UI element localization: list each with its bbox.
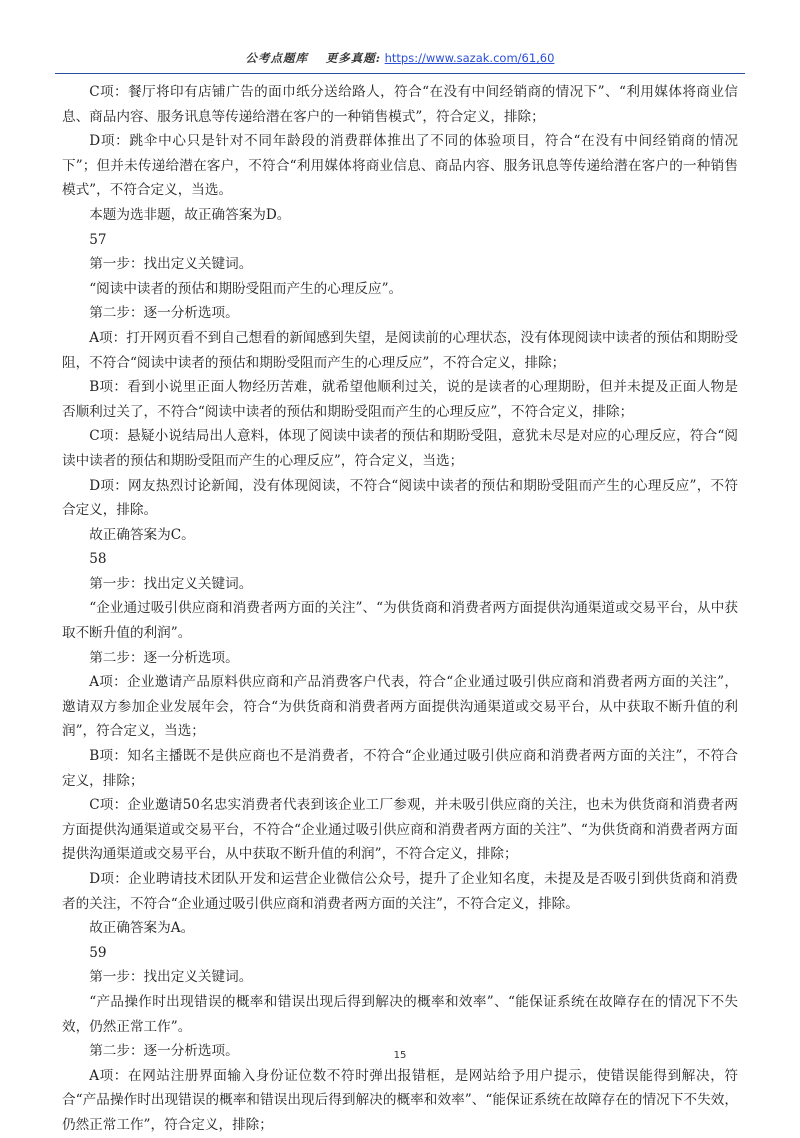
paragraph: C项：餐厅将印有店铺广告的面巾纸分送给路人，符合“在没有中间经销商的情况下”、“利用媒体将商业信息、商品内容、服务讯息等传递给潜在客户的一种销售模式”，符合定义，排除；	[62, 84, 738, 125]
paragraph: 故正确答案为A。	[89, 920, 195, 937]
paragraph: B项：看到小说里正面人物经历苦难，就希望他顺利过关，说的是读者的心理期盼，但并未提及正面人物是否顺利过关了，不符合“阅读中读者的预估和期盼受阻而产生的心理反应”，不符合定义，排除；	[62, 379, 738, 420]
question-number: 57	[89, 231, 107, 248]
header-divider	[55, 73, 745, 74]
paragraph: 第一步：找出定义关键词。	[89, 575, 253, 592]
paragraph: C项：企业邀请50名忠实消费者代表到该企业工厂参观，并未吸引供应商的关注，也未为供货商和消费者两方面提供沟通渠道或交易平台，不符合“企业通过吸引供应商和消费者两方面的关注”、“为供货商和消费者两方面提供沟通渠道或交易平台，从中获取不断升值的利润”，不符合定义，排除；	[62, 797, 738, 863]
paragraph: B项：知名主播既不是供应商也不是消费者，不符合“企业通过吸引供应商和消费者两方面的关注”，不符合定义，排除；	[62, 748, 738, 789]
more-label: 更多真题:	[325, 51, 381, 65]
paragraph: 本题为选非题，故正确答案为D。	[89, 206, 291, 223]
page-number: 15	[393, 1050, 407, 1061]
paragraph: “产品操作时出现错误的概率和错误出现后得到解决的概率和效率”、“能保证系统在故障存在的情况下不失效，仍然正常工作”。	[62, 993, 738, 1035]
paragraph: D项：企业聘请技术团队开发和运营企业微信公众号，提升了企业知名度，未提及是否吸引到供货商和消费者的关注，不符合“企业通过吸引供应商和消费者两方面的关注”，不符合定义，排除。	[62, 871, 738, 912]
paragraph: A项：企业邀请产品原料供应商和产品消费客户代表，符合“企业通过吸引供应商和消费者两方面的关注”，邀请双方参加企业发展年会，符合“为供货商和消费者两方面提供沟通渠道或交易平台，从中获取不断升值的利润”，符合定义，当选；	[62, 674, 738, 740]
paragraph: 故正确答案为C。	[89, 526, 195, 543]
paragraph: D项：网友热烈讨论新闻，没有体现阅读，不符合“阅读中读者的预估和期盼受阻而产生的心理反应”，不符合定义，排除。	[62, 477, 738, 519]
page-header	[0, 50, 800, 66]
paragraph: 第一步：找出定义关键词。	[89, 969, 253, 986]
paragraph: D项：跳伞中心只是针对不同年龄段的消费群体推出了不同的体验项目，符合“在没有中间经销商的情况下”；但并未传递给潜在客户，不符合“利用媒体将商业信息、商品内容、服务讯息等传递给潜在客户的一种销售模式”，不符合定义，当选。	[62, 133, 738, 199]
paragraph: 第二步：逐一分析选项。	[89, 305, 239, 322]
paragraph: 第二步：逐一分析选项。	[89, 649, 239, 666]
document-body	[62, 80, 738, 1138]
brand-text: 公考点题库	[245, 51, 309, 65]
question-number: 59	[89, 944, 107, 961]
question-number: 58	[89, 551, 107, 568]
paragraph: A项：打开网页看不到自己想看的新闻感到失望，是阅读前的心理状态，没有体现阅读中读者的预估和期盼受阻，不符合“阅读中读者的预估和期盼受阻而产生的心理反应”，不符合定义，排除；	[62, 329, 738, 371]
paragraph: A项：在网站注册界面输入身份证位数不符时弹出报错框，是网站给予用户提示，使错误能得到解决，符合“产品操作时出现错误的概率和错误出现后得到解决的概率和效率”、“能保证系统在故障存在的情况下不失效，仍然正常工作”，符合定义，排除；	[62, 1067, 738, 1133]
paragraph: 第二步：逐一分析选项。	[89, 1043, 239, 1060]
paragraph: “企业通过吸引供应商和消费者两方面的关注”、“为供货商和消费者两方面提供沟通渠道或交易平台，从中获取不断升值的利润”。	[62, 600, 738, 642]
paragraph: “阅读中读者的预估和期盼受阻而产生的心理反应”。	[89, 280, 403, 297]
paragraph: 第一步：找出定义关键词。	[89, 256, 253, 273]
source-link[interactable]: https://www.sazak.com/61,60	[384, 51, 555, 65]
paragraph: C项：悬疑小说结局出人意料，体现了阅读中读者的预估和期盼受阻，意犹未尽是对应的心理反应，符合“阅读中读者的预估和期盼受阻而产生的心理反应”，符合定义，当选；	[62, 428, 738, 469]
